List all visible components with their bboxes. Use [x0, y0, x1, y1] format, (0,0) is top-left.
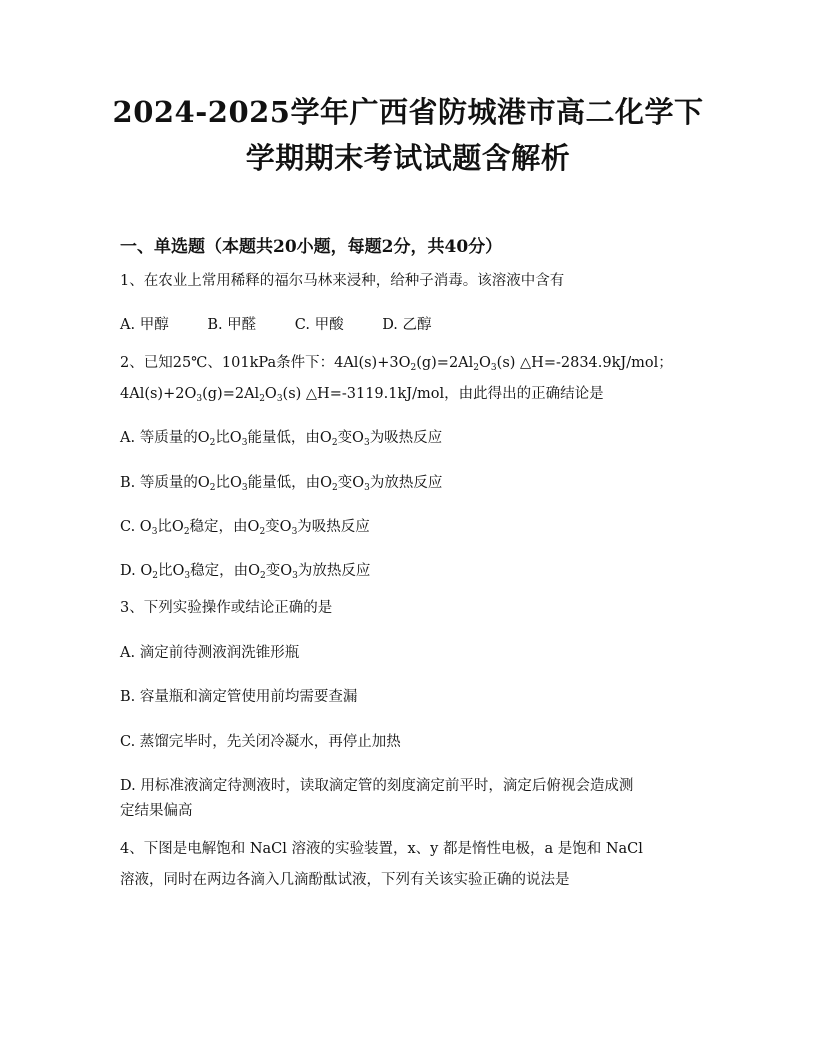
question-4-stem-line-2: 溶液，同时在两边各滴入几滴酚酞试液，下列有关该实验正确的说法是	[120, 872, 570, 888]
question-1-stem: 1、在农业上常用稀释的福尔马林来浸种，给种子消毒。该溶液中含有	[120, 273, 565, 289]
q2-option-c: C. $O_3$比$O_2$稳定，由$O_2$变$O_3$为吸热反应	[120, 519, 370, 537]
question-1-options	[120, 318, 432, 333]
section-heading: 一、单选题（本题共20小题，每题2分，共40分）	[120, 237, 503, 257]
q1-option-c: C. 甲酸	[294, 317, 344, 333]
q2-option-b: B. 等质量的$O_2$比$O_3$能量低，由$O_2$变$O_3$为放热反应	[120, 475, 443, 493]
q3-option-a: A. 滴定前待测液润洗锥形瓶	[120, 645, 300, 661]
q3-option-d-line-1: D. 用标准液滴定待测液时，读取滴定管的刻度滴定前平时，滴定后俯视会造成测	[120, 778, 634, 794]
q1-option-a: A. 甲醇	[120, 317, 169, 333]
q1-option-d: D. 乙醇	[382, 317, 432, 333]
q3-option-c: C. 蒸馏完毕时，先关闭冷凝水，再停止加热	[120, 734, 401, 750]
question-3-stem: 3、下列实验操作或结论正确的是	[120, 600, 333, 616]
q3-option-b: B. 容量瓶和滴定管使用前均需要查漏	[120, 689, 358, 705]
q2-option-d: D. $O_2$比$O_3$稳定，由$O_2$变$O_3$为放热反应	[120, 563, 371, 581]
q1-option-b: B. 甲醛	[207, 317, 257, 333]
question-2-stem-line-1: 2、已知25℃、101kPa条件下：$4Al(s)+3O_2(g)=2Al_2O_3(s)$ △H=-2834.9kJ/mol；	[120, 355, 673, 373]
q2-option-a: A. 等质量的$O_2$比$O_3$能量低，由$O_2$变$O_3$为吸热反应	[120, 430, 443, 448]
question-2-stem-line-2: $4Al(s)+2O_3(g)=2Al_2O_3(s)$ △H=-3119.1kJ/mol，由此得出的正确结论是	[120, 386, 604, 404]
document-title-line-1: 2024-2025学年广西省防城港市高二化学下	[112, 95, 704, 129]
question-4-stem-line-1: 4、下图是电解饱和 NaCl 溶液的实验装置，x、y 都是惰性电极，a 是饱和 NaCl	[120, 841, 643, 857]
q3-option-d-line-2: 定结果偏高	[120, 803, 193, 819]
document-title-line-2: 学期期末考试试题含解析	[245, 141, 571, 175]
